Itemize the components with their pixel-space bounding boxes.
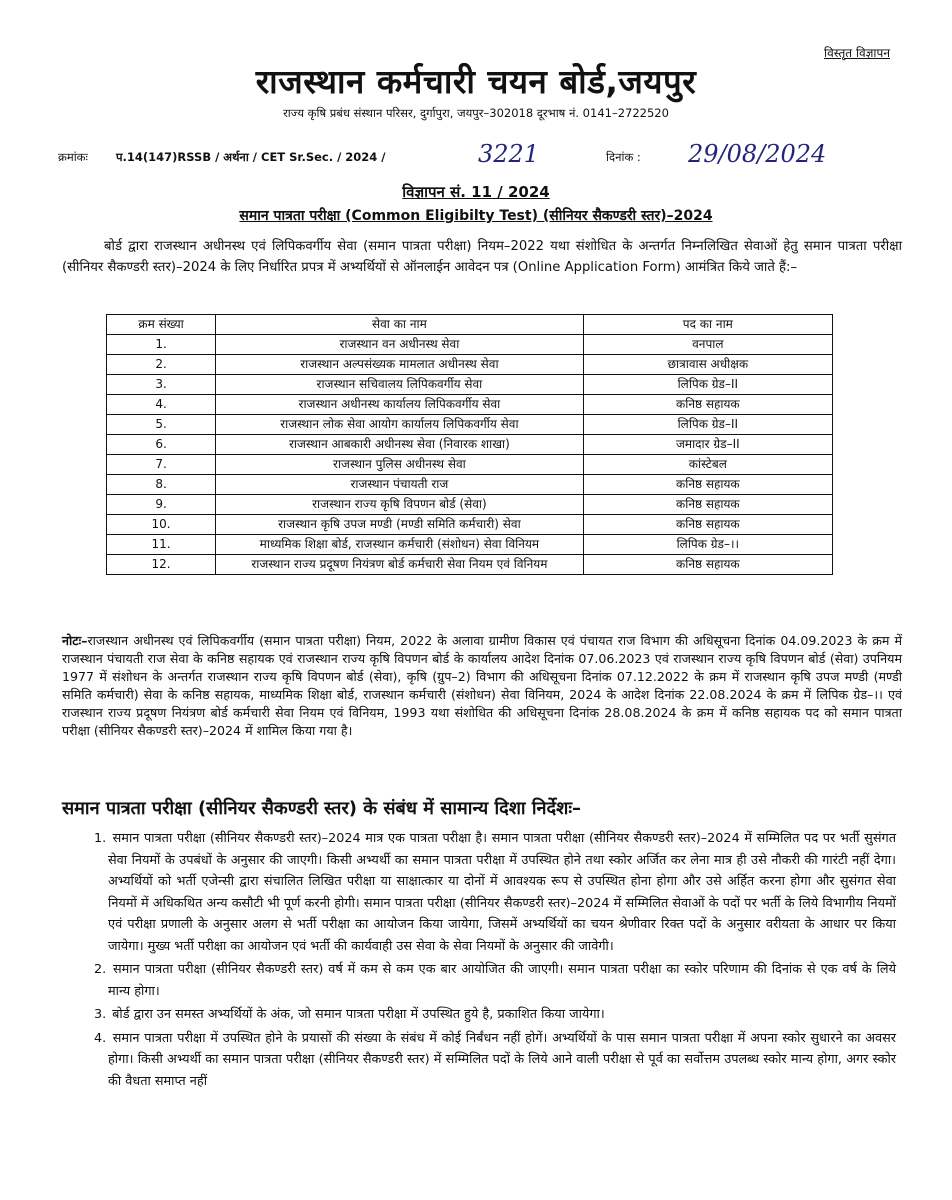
- cell-post: कनिष्ठ सहायक: [583, 395, 832, 415]
- cell-service: राजस्थान आबकारी अधीनस्थ सेवा (निवारक शाखा): [216, 435, 584, 455]
- cell-serial: 7.: [107, 455, 216, 475]
- guideline-text: समान पात्रता परीक्षा में उपस्थित होने के प्रयासों की संख्या के संबंध में कोई निर्बंधन नहीं होगें। अभ्यर्थियों के पास समान पात्रता परीक्षा में अपना स्कोर सुधारने का अवसर होगा। किसी अभ्यर्थी का समान पात्रता परीक्षा (सीनियर सैकण्डरी स्तर) में सम्मिलित पदों के लिये आने वाली परीक्षा से पूर्व का सर्वोत्तम उपलब्ध स्कोर मान्य होगा, अगर स्कोर की वैधता समाप्त नहीं: [108, 1030, 897, 1089]
- cell-post: लिपिक ग्रेड–II: [583, 415, 832, 435]
- guideline-number: 1.: [94, 831, 107, 846]
- cell-post: कनिष्ठ सहायक: [583, 475, 832, 495]
- org-address: राज्य कृषि प्रबंध संस्थान परिसर, दुर्गापुरा, जयपुर–302018 दूरभाष नं. 0141–2722520: [283, 106, 669, 120]
- cell-service: राजस्थान कृषि उपज मण्डी (मण्डी समिति कर्मचारी) सेवा: [216, 515, 584, 535]
- guideline-text: समान पात्रता परीक्षा (सीनियर सैकण्डरी स्तर) वर्ष में कम से कम एक बार आयोजित की जाएगी। समान पात्रता परीक्षा का स्कोर परिणाम की दिनांक से एक वर्ष के लिये मान्य होगा।: [108, 962, 896, 999]
- guideline-item: [86, 959, 896, 1002]
- cell-serial: 2.: [107, 355, 216, 375]
- guideline-item: [86, 1028, 896, 1093]
- cell-service: राजस्थान राज्य कृषि विपणन बोर्ड (सेवा): [216, 495, 584, 515]
- cell-serial: 11.: [107, 535, 216, 555]
- cell-serial: 4.: [107, 395, 216, 415]
- cell-service: राजस्थान लोक सेवा आयोग कार्यालय लिपिकवर्गीय सेवा: [216, 415, 584, 435]
- exam-title: समान पात्रता परीक्षा (Common Eligibilty Test) (सीनियर सैकण्डरी स्तर)–2024: [239, 208, 713, 224]
- reference-text: प.14(147)RSSB / अर्थना / CET Sr.Sec. / 2024 /: [116, 150, 386, 164]
- handwritten-reference-number: 3221: [478, 140, 540, 168]
- cell-post: कनिष्ठ सहायक: [583, 555, 832, 575]
- table-row: [107, 355, 833, 375]
- cell-service: राजस्थान अधीनस्थ कार्यालय लिपिकवर्गीय सेवा: [216, 395, 584, 415]
- reference-row: [58, 140, 912, 174]
- cell-serial: 10.: [107, 515, 216, 535]
- cell-serial: 5.: [107, 415, 216, 435]
- table-row: [107, 555, 833, 575]
- table-row: [107, 415, 833, 435]
- guidelines-heading: समान पात्रता परीक्षा (सीनियर सैकण्डरी स्तर) के संबंध में सामान्य दिशा निर्देशः–: [62, 798, 581, 819]
- cell-service: राजस्थान वन अधीनस्थ सेवा: [216, 335, 584, 355]
- table-row: [107, 455, 833, 475]
- org-title: राजस्थान कर्मचारी चयन बोर्ड,जयपुर: [255, 62, 697, 101]
- cell-post: लिपिक ग्रेड–II: [583, 375, 832, 395]
- cell-post: कनिष्ठ सहायक: [583, 495, 832, 515]
- services-table: [106, 314, 833, 575]
- table-row: [107, 495, 833, 515]
- guideline-number: 2.: [94, 962, 107, 977]
- cell-serial: 6.: [107, 435, 216, 455]
- cell-serial: 3.: [107, 375, 216, 395]
- cell-service: राजस्थान सचिवालय लिपिकवर्गीय सेवा: [216, 375, 584, 395]
- cell-post: कांस्टेबल: [583, 455, 832, 475]
- cell-serial: 9.: [107, 495, 216, 515]
- table-header-row: [107, 315, 833, 335]
- cell-serial: 12.: [107, 555, 216, 575]
- cell-post: जमादार ग्रेड–II: [583, 435, 832, 455]
- guideline-item: [86, 828, 896, 957]
- guideline-item: [86, 1004, 896, 1026]
- table-row: [107, 435, 833, 455]
- cell-service: राजस्थान पुलिस अधीनस्थ सेवा: [216, 455, 584, 475]
- table-row: [107, 395, 833, 415]
- header-service: सेवा का नाम: [216, 315, 584, 335]
- handwritten-date: 29/08/2024: [688, 140, 827, 168]
- guidelines-list: [86, 828, 896, 1094]
- table-row: [107, 515, 833, 535]
- advertisement-number: विज्ञापन सं. 11 / 2024: [402, 183, 550, 201]
- table-row: [107, 335, 833, 355]
- intro-paragraph: बोर्ड द्वारा राजस्थान अधीनस्थ एवं लिपिकवर्गीय सेवा (समान पात्रता परीक्षा) नियम–2022 यथा संशोधित के अन्तर्गत निम्नलिखित सेवाओं हेतु समान पात्रता परीक्षा (सीनियर सैकण्डरी स्तर)–2024 के लिए निर्धारित प्रपत्र में अभ्यर्थियों से ऑनलाईन आवेदन पत्र (Online Application Form) आमंत्रित किये जाते हैं:–: [62, 239, 902, 275]
- cell-post: लिपिक ग्रेड–।।: [583, 535, 832, 555]
- detailed-advertisement-tag: विस्तृत विज्ञापन: [824, 46, 890, 60]
- cell-serial: 1.: [107, 335, 216, 355]
- table-body: [107, 335, 833, 575]
- guideline-number: 3.: [94, 1007, 107, 1022]
- reference-label: क्रमांकः: [58, 150, 88, 164]
- table-row: [107, 375, 833, 395]
- header-serial: क्रम संख्या: [107, 315, 216, 335]
- table-row: [107, 535, 833, 555]
- cell-post: वनपाल: [583, 335, 832, 355]
- note-text: राजस्थान अधीनस्थ एवं लिपिकवर्गीय (समान पात्रता परीक्षा) नियम, 2022 के अलावा ग्रामीण विकास एवं पंचायत राज विभाग की अधिसूचना दिनांक 04.09.2023 के क्रम में राजस्थान पंचायती राज सेवा के कनिष्ठ सहायक एवं राजस्थान राज्य कृषि विपणन बोर्ड के कार्यालय आदेश दिनांक 07.06.2023 एवं राजस्थान राज्य कृषि विपणन बोर्ड (सेवा) उपनियम 1977 में संशोधन के अन्तर्गत राजस्थान राज्य कृषि विपणन बोर्ड (सेवा), कृषि (ग्रुप–2) विभाग की अधिसूचना दिनांक 07.12.2022 के क्रम में राजस्थान कृषि उपज मण्डी (मण्डी समिति कर्मचारी) सेवा के कनिष्ठ सहायक, माध्यमिक शिक्षा बोर्ड, राजस्थान कर्मचारी (संशोधन) सेवा विनियम, 2024 के आदेश दिनांक 22.08.2024 के क्रम में लिपिक ग्रेड–।। एवं राजस्थान राज्य प्रदूषण नियंत्रण बोर्ड कर्मचारी सेवा नियम एवं विनियम, 1993 यथा संशोधित की अधिसूचना दिनांक 28.08.2024 के क्रम में कनिष्ठ सहायक पद को समान पात्रता परीक्षा (सीनियर सैकण्डरी स्तर)–2024 में शामिल किया गया है।: [62, 633, 902, 738]
- cell-post: छात्रावास अधीक्षक: [583, 355, 832, 375]
- note-label: नोटः–: [62, 633, 88, 648]
- header-post: पद का नाम: [583, 315, 832, 335]
- table-row: [107, 475, 833, 495]
- cell-service: राजस्थान राज्य प्रदूषण नियंत्रण बोर्ड कर्मचारी सेवा नियम एवं विनियम: [216, 555, 584, 575]
- cell-serial: 8.: [107, 475, 216, 495]
- date-label: दिनांक :: [606, 150, 641, 164]
- cell-service: राजस्थान अल्पसंख्यक मामलात अधीनस्थ सेवा: [216, 355, 584, 375]
- cell-service: माध्यमिक शिक्षा बोर्ड, राजस्थान कर्मचारी (संशोधन) सेवा विनियम: [216, 535, 584, 555]
- guideline-text: बोर्ड द्वारा उन समस्त अभ्यर्थियों के अंक, जो समान पात्रता परीक्षा में उपस्थित हुये है, प्रकाशित किया जायेगा।: [112, 1007, 605, 1022]
- cell-post: कनिष्ठ सहायक: [583, 515, 832, 535]
- guideline-number: 4.: [94, 1030, 107, 1046]
- guideline-text: समान पात्रता परीक्षा (सीनियर सैकण्डरी स्तर)–2024 मात्र एक पात्रता परीक्षा है। समान पात्रता परीक्षा (सीनियर सैकण्डरी स्तर)–2024 में सम्मिलित पद पर भर्ती सुसंगत सेवा नियमों के उपबंधों के अनुसार की जाएगी। किसी अभ्यर्थी का समान पात्रता परीक्षा में उपस्थित होने तथा स्कोर अर्जित कर लेना मात्र ही उसे नौकरी की गारंटी नहीं देगा। अभ्यर्थियों को भर्ती एजेन्सी द्वारा संचालित लिखित परीक्षा या साक्षात्कार या दोनों में आवश्यक रूप से उपस्थित होना होगा और उसे अर्हित करना होगा और सुसंगत सेवा नियमों में अधिकथित अन्य कसौटी भी पूर्ण करनी होगी। समान पात्रता परीक्षा (सीनियर सैकण्डरी स्तर)–2024 में सम्मिलित सेवाओं के पदों पर भर्ती के लिये विभागीय नियमों एवं परीक्षा प्रणाली के अनुसार अलग से भर्ती परीक्षा का आयोजन किया जायेगा, जिसमें अभ्यर्थियों का चयन श्रेणीवार रिक्त पदों के अनुसार वरीयता के आधार पर किया जायेगा। मुख्य भर्ती परीक्षा का आयोजन एवं भर्ती की कार्यवाही उस सेवा के सेवा नियमों के अनुसार की जावेगी।: [108, 831, 896, 954]
- note-paragraph: [62, 632, 902, 740]
- cell-service: राजस्थान पंचायती राज: [216, 475, 584, 495]
